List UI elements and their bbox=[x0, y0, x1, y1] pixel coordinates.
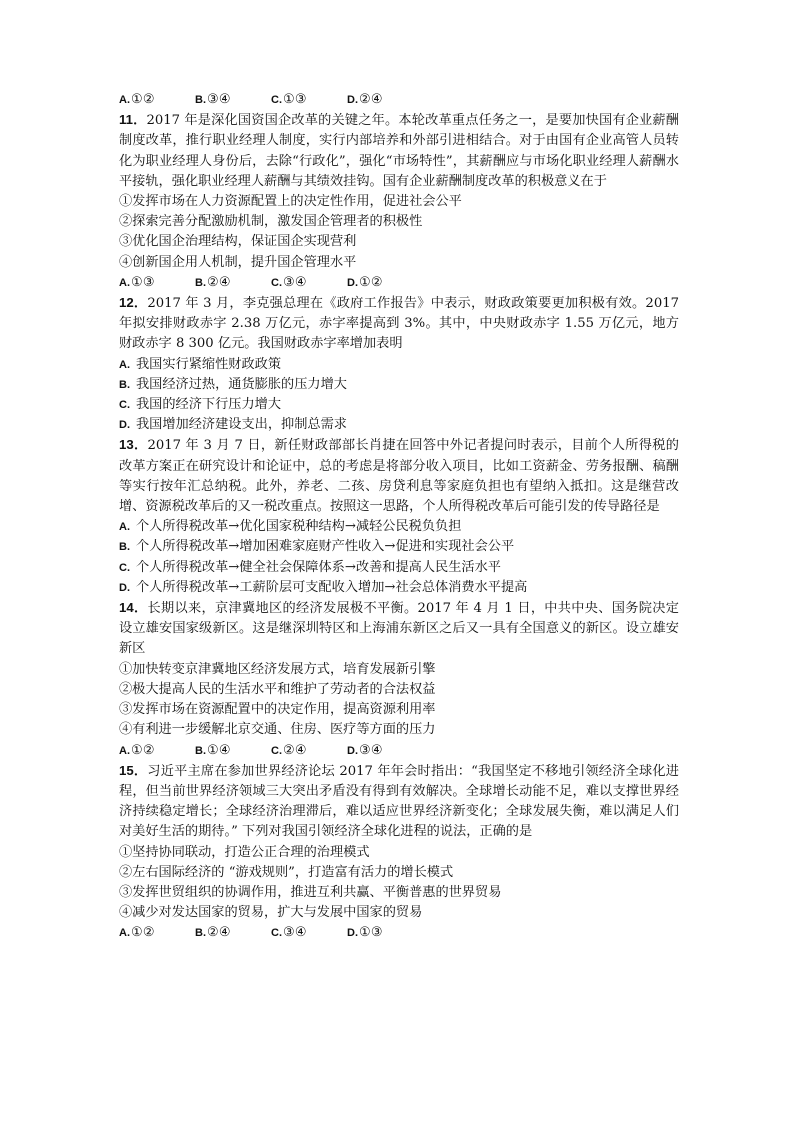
answer-choices bbox=[119, 273, 679, 293]
choice-c: C.①③ bbox=[271, 92, 307, 107]
q10-choices bbox=[119, 90, 679, 110]
option-c: C. 个人所得税改革→健全社会保障体系→改善和提高人民生活水平 bbox=[119, 559, 501, 575]
question-stem: 14．长期以来，京津冀地区的经济发展极不平衡。2017 年 4 月 1 日，中共中央、国务院决定设立雄安国家级新区。这是继深圳特区和上海浦东新区之后又一具有全国意义的新区。设立雄安新区 bbox=[119, 600, 679, 657]
choice-b: B.②④ bbox=[195, 274, 231, 290]
answer-choices bbox=[119, 923, 679, 943]
choice-a: A.①③ bbox=[119, 274, 155, 290]
choice-a: A.①② bbox=[119, 742, 155, 758]
choice-d: D.③④ bbox=[347, 742, 383, 758]
choice-c: C.③④ bbox=[271, 925, 307, 941]
statement-4: ④有利进一步缓解北京交通、住房、医疗等方面的压力 bbox=[119, 722, 436, 738]
choice-d: D.①③ bbox=[347, 925, 383, 941]
option-c: C. 我国的经济下行压力增大 bbox=[119, 397, 282, 413]
statement-1: ①坚持协同联动，打造公正合理的治理模式 bbox=[119, 844, 370, 860]
question-13 bbox=[119, 435, 679, 598]
option-a: A. 我国实行紧缩性财政政策 bbox=[119, 356, 282, 372]
option-a: A. 个人所得税改革→优化国家税种结构→减轻公民税负负担 bbox=[119, 519, 462, 535]
question-stem: 12．2017 年 3 月，李克强总理在《政府工作报告》中表示，财政政策要更加积极有效。2017 年拟安排财政赤字 2.38 万亿元，赤字率提高到 3%。其中，中央财政赤字 1.55 万亿元，地方财政赤字 8 300 亿元。我国财政赤字率增加表明 bbox=[119, 295, 679, 352]
statement-3: ③发挥世贸组织的协调作用，推进互利共赢、平衡普惠的世界贸易 bbox=[119, 884, 502, 900]
statement-3: ③优化国企治理结构，保证国企实现营利 bbox=[119, 234, 357, 250]
statement-2: ②探索完善分配激励机制，激发国企管理者的积极性 bbox=[119, 214, 423, 230]
answer-choices bbox=[119, 741, 679, 761]
choice-d: D.②④ bbox=[347, 92, 383, 107]
question-12 bbox=[119, 293, 679, 435]
option-d: D. 我国增加经济建设支出，抑制总需求 bbox=[119, 417, 347, 433]
choice-b: B.③④ bbox=[195, 92, 231, 107]
question-15 bbox=[119, 761, 679, 944]
statement-1: ①发挥市场在人力资源配置上的决定性作用，促进社会公平 bbox=[119, 194, 462, 210]
statement-4: ④减少对发达国家的贸易，扩大与发展中国家的贸易 bbox=[119, 905, 423, 921]
choice-b: B.①④ bbox=[195, 742, 231, 758]
question-11 bbox=[119, 110, 679, 293]
option-b: B. 个人所得税改革→增加困难家庭财产性收入→促进和实现社会公平 bbox=[119, 539, 515, 555]
option-b: B. 我国经济过热，通货膨胀的压力增大 bbox=[119, 376, 347, 392]
question-stem: 13．2017 年 3 月 7 日，新任财政部部长肖捷在回答中外记者提问时表示，目前个人所得税的改革方案正在研究设计和论证中，总的考虑是将部分收入项目，比如工资薪金、劳务报酬、稿酬等实行按年汇总纳税。此外，养老、二孩、房贷利息等家庭负担也有望纳入抵扣。这是继营改增、资源税改革后的又一税改重点。按照这一思路，个人所得税改革后可能引发的传导路径是 bbox=[119, 437, 679, 515]
option-d: D. 个人所得税改革→工薪阶层可支配收入增加→社会总体消费水平提高 bbox=[119, 579, 528, 595]
statement-2: ②极大提高人民的生活水平和维护了劳动者的合法权益 bbox=[119, 681, 436, 697]
choice-b: B.②④ bbox=[195, 925, 231, 941]
statement-4: ④创新国企用人机制，提升国企管理水平 bbox=[119, 254, 357, 270]
question-14 bbox=[119, 598, 679, 761]
choice-d: D.①② bbox=[347, 274, 383, 290]
choice-c: C.③④ bbox=[271, 274, 307, 290]
choice-a: A.①② bbox=[119, 925, 155, 941]
statement-1: ①加快转变京津冀地区经济发展方式，培育发展新引擎 bbox=[119, 661, 436, 677]
question-stem: 15．习近平主席在参加世界经济论坛 2017 年年会时指出：“我国坚定不移地引领经济全球化进程，但当前世界经济领域三大突出矛盾没有得到有效解决。全球增长动能不足，难以支撑世界经济持续稳定增长；全球经济治理滞后，难以适应世界经济新变化；全球发展失衡，难以满足人们对美好生活的期待。” 下列对我国引领经济全球化进程的说法，正确的是 bbox=[119, 762, 679, 840]
exam-page bbox=[119, 90, 679, 944]
statement-2: ②左右国际经济的 “游戏规则”，打造富有活力的增长模式 bbox=[119, 864, 454, 880]
choice-a: A.①② bbox=[119, 92, 155, 107]
question-stem: 11．2017 年是深化国资国企改革的关键之年。本轮改革重点任务之一，是要加快国有企业薪酬制度改革，推行职业经理人制度，实行内部培养和外部引进相结合。对于由国有企业高管人员转化为职业经理人身份后，去除“行政化”，强化“市场特性”，其薪酬应与市场化职业经理人薪酬水平接轨，强化职业经理人薪酬与其绩效挂钩。国有企业薪酬制度改革的积极意义在于 bbox=[119, 112, 679, 189]
choice-c: C.②④ bbox=[271, 742, 307, 758]
statement-3: ③发挥市场在资源配置中的决定作用，提高资源利用率 bbox=[119, 702, 436, 718]
